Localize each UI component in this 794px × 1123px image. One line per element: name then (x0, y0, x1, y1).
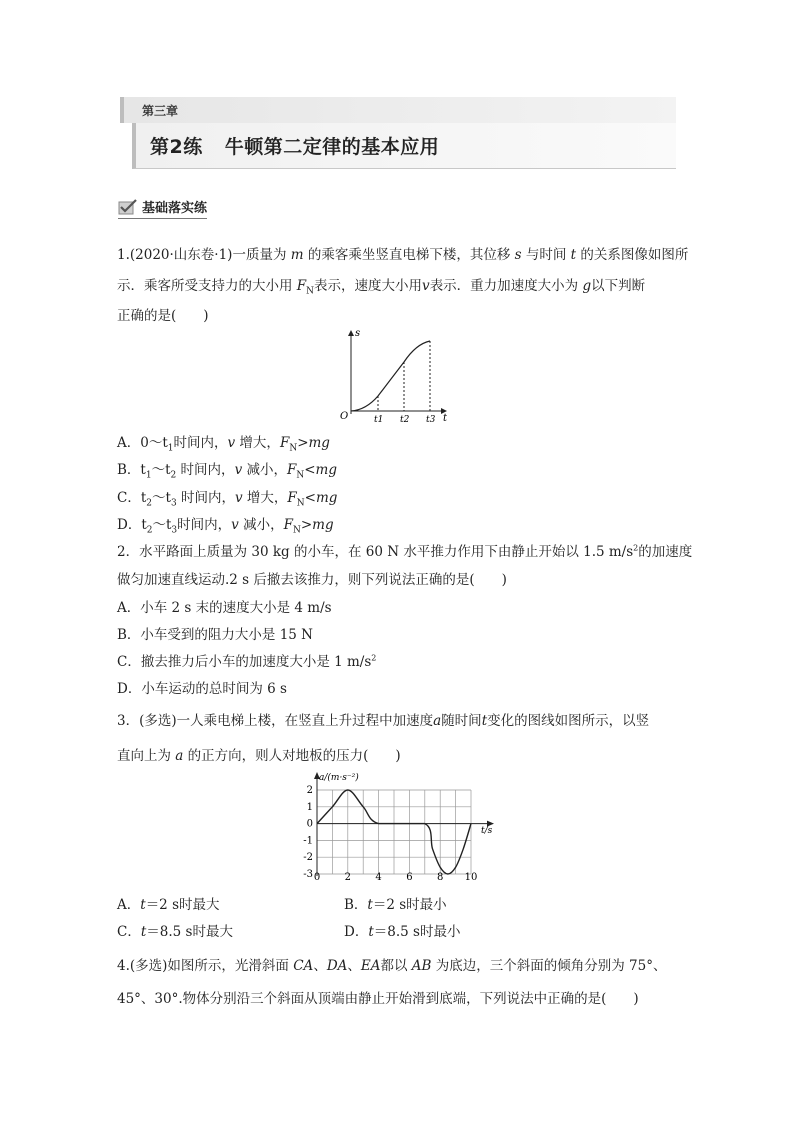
q4-line1: 4.(多选)如图所示，光滑斜面 CA、DA、EA都以 AB 为底边，三个斜面的倾角分别为 75°、 (117, 958, 667, 974)
q1-option-a: A．$0\sim t_1$时间内，v 增大，$F_N>mg$ (117, 435, 330, 454)
t3-tick-label: t3 (426, 415, 436, 424)
origin-label: O (340, 411, 349, 422)
x-tick-label: 6 (406, 872, 413, 882)
s-axis-arrow (348, 330, 354, 336)
q1-line2: 示．乘客所受支持力的大小用 $F_N$表示，速度大小用v表示．重力加速度大小为 g以下判断 (117, 278, 646, 297)
title-banner (132, 123, 676, 169)
y-tick-label: -2 (303, 852, 313, 864)
q2-option-c: C．撤去推力后小车的加速度大小是 1 $m/s^2$ (117, 653, 377, 670)
s-t-curve (351, 341, 430, 411)
q3-line2: 直向上为 a 的正方向，则人对地板的压力( ) (117, 748, 401, 764)
chapter-label: 第三章 (142, 104, 179, 118)
q2-line2: 做匀加速直线运动.2 s 后撤去该推力，则下列说法正确的是( ) (117, 572, 507, 588)
y-tick-label: 1 (306, 801, 313, 813)
q1-line3: 正确的是( ) (117, 308, 209, 324)
x-tick-label: 4 (375, 872, 382, 882)
q1-line1: 1.(2020·山东卷·1)一质量为 m 的乘客乘坐竖直电梯下楼，其位移 s 与时间 t 的关系图像如图所 (117, 247, 689, 263)
q1-option-c: C．$t_2\sim t_3$ 时间内，v 增大，$F_N<mg$ (117, 490, 338, 509)
q2-option-b: B．小车受到的阻力大小是 15 N (117, 627, 313, 643)
q3-line1: 3．(多选)一人乘电梯上楼，在竖直上升过程中加速度a随时间t变化的图线如图所示，以竖 (117, 713, 650, 729)
section-label: 基础落实练 (142, 201, 208, 216)
title-text: 牛顿第二定律的基本应用 (224, 136, 440, 158)
q3-option-c: C．t＝8.5 s时最大 (117, 924, 233, 940)
y-tick-label: 2 (306, 785, 313, 796)
q2-option-d: D．小车运动的总时间为 6 s (117, 681, 287, 697)
t1-tick-label: t1 (374, 415, 384, 424)
x-tick-label: 8 (437, 872, 444, 882)
q4-line2: 45°、30°.物体分别沿三个斜面从顶端由静止开始滑到底端，下列说法中正确的是( ) (117, 991, 639, 1007)
q3-option-d: D．t＝8.5 s时最小 (344, 924, 461, 940)
t2-tick-label: t2 (400, 415, 410, 424)
title-number: 第2练 (150, 136, 203, 158)
q2-line1: 2．水平路面上质量为 30 kg 的小车，在 60 N 水平推力作用下由静止开始以 1.5 $m/s^2$的加速度 (117, 543, 693, 560)
page-title (150, 132, 439, 159)
q3-option-a: A．t＝2 s时最大 (117, 897, 220, 913)
q1-option-b: B．$t_1\sim t_2$ 时间内，v 减小，$F_N<mg$ (117, 462, 338, 481)
displacement-time-graph (336, 326, 456, 424)
x-tick-label: 10 (464, 872, 478, 882)
x-axis-label: t/s (481, 826, 493, 836)
checkbox-icon (118, 199, 138, 215)
y-tick-label: -3 (303, 869, 313, 880)
t-axis-label: t (443, 413, 448, 424)
s-axis-label: s (355, 328, 361, 339)
x-tick-label: 2 (344, 872, 351, 882)
y-tick-label: -1 (303, 835, 313, 847)
y-axis-label: a/(m·s⁻²) (319, 773, 359, 783)
x-tick-label: 0 (313, 872, 321, 882)
chart-grid (317, 790, 471, 874)
section-header (118, 197, 207, 219)
y-tick-label: 0 (306, 818, 313, 830)
q2-option-a: A．小车 2 s 末的速度大小是 4 m/s (117, 600, 332, 616)
acceleration-time-chart (295, 770, 505, 882)
q3-option-b: B．t＝2 s时最小 (344, 897, 447, 913)
chapter-banner (120, 97, 676, 123)
chart-tick-labels (303, 785, 477, 882)
q1-option-d: D．$t_2\sim t_3$时间内，v 减小，$F_N>mg$ (117, 517, 334, 536)
